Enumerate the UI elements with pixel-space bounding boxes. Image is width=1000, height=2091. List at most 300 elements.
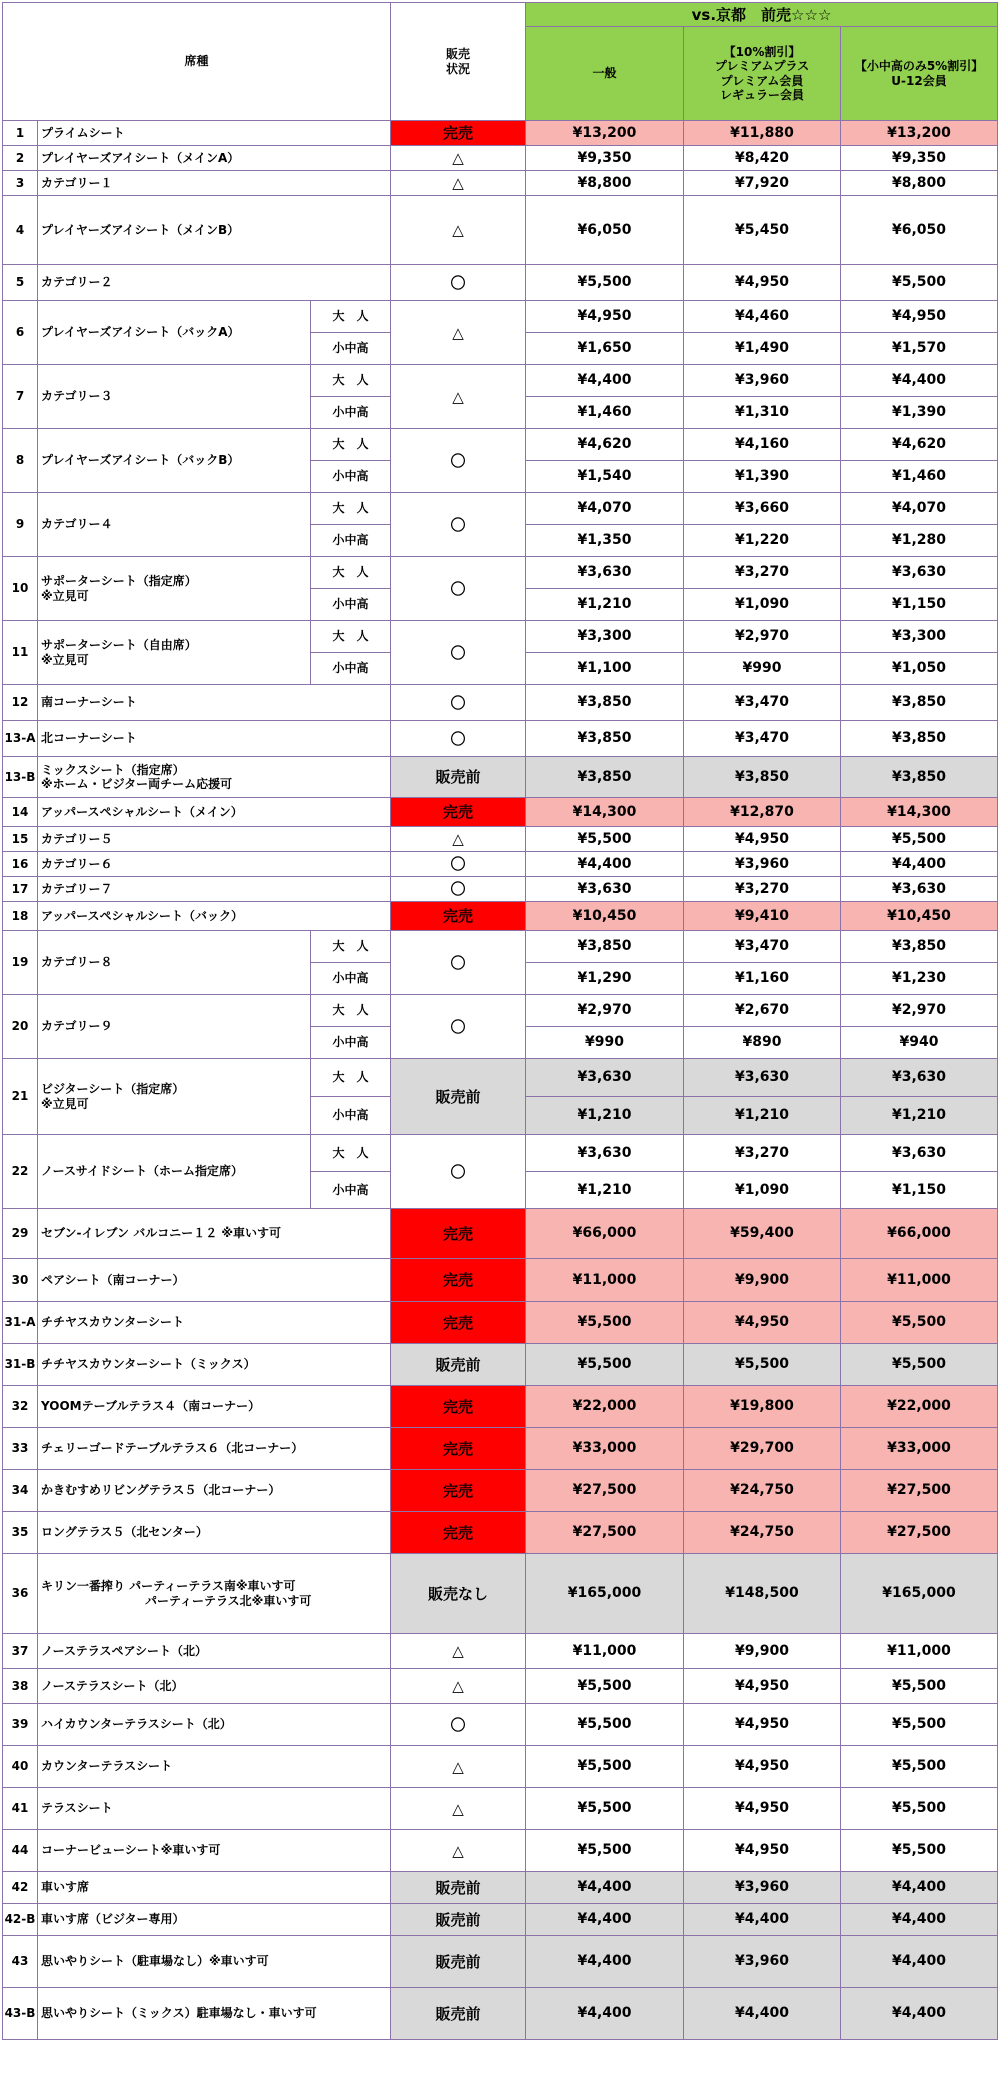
seat-name-cell (38, 1669, 391, 1704)
youth-price: ¥4,400 (841, 852, 998, 877)
youth-price: ¥33,000 (841, 1428, 998, 1470)
seat-name: チチヤスカウンターシート（ミックス） (41, 1357, 256, 1372)
sales-status: 〇 (391, 265, 526, 301)
seat-name: カテゴリー７ (41, 881, 113, 896)
seat-name: カテゴリー３ (41, 389, 113, 404)
seat-name: 北コーナーシート (41, 731, 137, 746)
seat-name-cell (38, 798, 391, 827)
table-row (3, 852, 998, 877)
ticket-category: 大 人 (311, 1059, 391, 1097)
seat-name-cell (38, 1209, 391, 1259)
youth-price: ¥5,500 (841, 827, 998, 852)
seat-name: プレイヤーズアイシート（メインB） (41, 222, 240, 237)
seat-name-cell (38, 995, 311, 1059)
general-price: ¥5,500 (526, 827, 684, 852)
ticket-category: 小中高 (311, 589, 391, 621)
seat-number: 4 (3, 196, 38, 265)
sales-status: △ (391, 827, 526, 852)
seat-number: 41 (3, 1788, 38, 1830)
sales-status: △ (391, 1830, 526, 1872)
youth-price: ¥4,620 (841, 429, 998, 461)
member-price: ¥4,400 (684, 1904, 841, 1936)
seat-name: ノーステラスシート（北） (41, 1678, 184, 1693)
general-price: ¥4,400 (526, 1936, 684, 1988)
seat-name-cell (38, 1428, 391, 1470)
seat-name-cell (38, 1344, 391, 1386)
seat-name-cell (38, 877, 391, 902)
member-price: ¥9,900 (684, 1634, 841, 1669)
general-price: ¥4,400 (526, 852, 684, 877)
seat-note: ※ホーム・ビジター両チーム応援可 (41, 777, 233, 791)
member-price: ¥1,390 (684, 461, 841, 493)
youth-price: ¥5,500 (841, 1746, 998, 1788)
table-row (3, 1746, 998, 1788)
youth-price: ¥940 (841, 1027, 998, 1059)
seat-name-cell (38, 1634, 391, 1669)
table-row (3, 1872, 998, 1904)
seat-name-cell (38, 493, 311, 557)
seat-number: 42-B (3, 1904, 38, 1936)
seat-number: 43 (3, 1936, 38, 1988)
general-price: ¥3,850 (526, 721, 684, 757)
seat-number: 10 (3, 557, 38, 621)
sales-status: △ (391, 171, 526, 196)
general-price: ¥5,500 (526, 1302, 684, 1344)
seat-number: 18 (3, 902, 38, 931)
youth-price: ¥4,400 (841, 1936, 998, 1988)
member-price: ¥990 (684, 653, 841, 685)
table-row (3, 121, 998, 146)
seat-name: かきむすめリビングテラス５（北コーナー） (41, 1483, 281, 1498)
general-price: ¥11,000 (526, 1259, 684, 1302)
youth-price: ¥3,300 (841, 621, 998, 653)
ticket-category: 大 人 (311, 557, 391, 589)
sales-status: 販売前 (391, 1904, 526, 1936)
table-row (3, 1259, 998, 1302)
member-price: ¥5,450 (684, 196, 841, 265)
seat-name-cell (38, 721, 391, 757)
sales-status: 〇 (391, 621, 526, 685)
general-price: ¥5,500 (526, 1746, 684, 1788)
member-price: ¥148,500 (684, 1554, 841, 1634)
seat-name-cell (38, 902, 391, 931)
member-price: ¥2,970 (684, 621, 841, 653)
sales-status: 販売前 (391, 1936, 526, 1988)
general-price: ¥3,630 (526, 1135, 684, 1172)
youth-price-header-label: 【小中高のみ5%割引】 U-12会員 (854, 59, 984, 88)
sales-status: △ (391, 196, 526, 265)
table-row (3, 1936, 998, 1988)
seat-name-cell (38, 1788, 391, 1830)
general-price: ¥1,460 (526, 397, 684, 429)
youth-price: ¥5,500 (841, 1669, 998, 1704)
seat-name: キリン一番搾り パーティーテラス南※車いす可 (41, 1579, 296, 1594)
general-price: ¥6,050 (526, 196, 684, 265)
table-row (3, 1634, 998, 1669)
general-price: ¥14,300 (526, 798, 684, 827)
sales-status: 完売 (391, 1386, 526, 1428)
seat-name: サポーターシート（指定席） (41, 574, 197, 589)
seat-number: 3 (3, 171, 38, 196)
seat-number: 13-A (3, 721, 38, 757)
youth-price: ¥3,850 (841, 757, 998, 798)
seat-name: プレイヤーズアイシート（バックB） (41, 453, 240, 468)
table-row (3, 1386, 998, 1428)
seat-number: 35 (3, 1512, 38, 1554)
seat-name-second: パーティーテラス北※車いす可 (145, 1593, 312, 1608)
table-row (3, 171, 998, 196)
seat-name-cell (38, 1704, 391, 1746)
seat-name: サポーターシート（自由席） (41, 638, 197, 653)
member-price: ¥1,490 (684, 333, 841, 365)
sales-status: 完売 (391, 902, 526, 931)
youth-price: ¥3,850 (841, 931, 998, 963)
member-price: ¥1,090 (684, 1172, 841, 1209)
seat-name: カテゴリー４ (41, 517, 113, 532)
youth-price: ¥5,500 (841, 1344, 998, 1386)
seat-name-cell (38, 1059, 311, 1135)
ticket-category: 大 人 (311, 493, 391, 525)
table-row (3, 493, 998, 525)
member-price: ¥4,950 (684, 1746, 841, 1788)
general-price: ¥1,210 (526, 1172, 684, 1209)
seat-name: カテゴリー６ (41, 856, 113, 871)
seat-name: カテゴリー５ (41, 831, 113, 846)
table-row (3, 621, 998, 653)
member-price: ¥3,270 (684, 877, 841, 902)
general-price: ¥3,630 (526, 877, 684, 902)
table-row (3, 1209, 998, 1259)
ticket-category: 大 人 (311, 1135, 391, 1172)
seat-name: 思いやりシート（駐車場なし）※車いす可 (41, 1954, 269, 1969)
sales-status: △ (391, 1669, 526, 1704)
sales-status: △ (391, 1788, 526, 1830)
table-row (3, 995, 998, 1027)
general-price: ¥5,500 (526, 1669, 684, 1704)
member-price: ¥2,670 (684, 995, 841, 1027)
seat-number: 5 (3, 265, 38, 301)
sales-status: 完売 (391, 1302, 526, 1344)
general-price: ¥5,500 (526, 1344, 684, 1386)
general-price: ¥27,500 (526, 1512, 684, 1554)
ticket-category: 小中高 (311, 1172, 391, 1209)
seat-name-cell (38, 557, 311, 621)
general-price: ¥33,000 (526, 1428, 684, 1470)
seat-name-cell (38, 265, 391, 301)
seat-name: カテゴリー２ (41, 275, 113, 290)
seat-name: ペアシート（南コーナー） (41, 1272, 185, 1287)
member-price: ¥3,850 (684, 757, 841, 798)
seat-name-cell (38, 1135, 311, 1209)
seat-number: 11 (3, 621, 38, 685)
seat-number: 12 (3, 685, 38, 721)
general-price: ¥10,450 (526, 902, 684, 931)
general-price: ¥1,210 (526, 589, 684, 621)
seat-note: ※立見可 (41, 1096, 89, 1111)
member-price: ¥4,950 (684, 1830, 841, 1872)
seat-name: 思いやりシート（ミックス）駐車場なし・車いす可 (41, 2006, 317, 2021)
ticket-category: 小中高 (311, 397, 391, 429)
member-price: ¥4,400 (684, 1988, 841, 2040)
general-price: ¥1,290 (526, 963, 684, 995)
ticket-category: 大 人 (311, 621, 391, 653)
seat-name-cell (38, 757, 391, 798)
seat-name-cell (38, 1904, 391, 1936)
seat-number: 9 (3, 493, 38, 557)
member-price-header (684, 27, 841, 121)
sales-status: 〇 (391, 493, 526, 557)
youth-price: ¥1,150 (841, 1172, 998, 1209)
member-price: ¥890 (684, 1027, 841, 1059)
youth-price: ¥10,450 (841, 902, 998, 931)
seat-name: テラスシート (41, 1801, 113, 1816)
seat-name-cell (38, 1470, 391, 1512)
match-title: vs.京都 前売☆☆☆ (526, 3, 998, 27)
member-price: ¥4,950 (684, 827, 841, 852)
seat-name-cell (38, 196, 391, 265)
member-price: ¥4,460 (684, 301, 841, 333)
general-price: ¥11,000 (526, 1634, 684, 1669)
table-row (3, 1302, 998, 1344)
seat-number: 20 (3, 995, 38, 1059)
seat-number: 17 (3, 877, 38, 902)
ticket-category: 大 人 (311, 931, 391, 963)
general-price: ¥4,400 (526, 1988, 684, 2040)
member-price: ¥9,410 (684, 902, 841, 931)
youth-price: ¥9,350 (841, 146, 998, 171)
youth-price: ¥4,400 (841, 1904, 998, 1936)
general-price: ¥66,000 (526, 1209, 684, 1259)
youth-price: ¥3,850 (841, 721, 998, 757)
seat-name: ハイカウンターテラスシート（北） (41, 1717, 232, 1732)
sales-status: △ (391, 1634, 526, 1669)
general-price: ¥4,400 (526, 365, 684, 397)
seat-name-cell (38, 1554, 391, 1634)
member-price: ¥3,270 (684, 1135, 841, 1172)
seat-name-cell (38, 1988, 391, 2040)
youth-price: ¥14,300 (841, 798, 998, 827)
sales-status: 販売前 (391, 1344, 526, 1386)
table-row (3, 685, 998, 721)
seat-name-cell (38, 1830, 391, 1872)
seat-number: 32 (3, 1386, 38, 1428)
seat-name: ミックスシート（指定席） (41, 762, 185, 777)
general-price: ¥1,210 (526, 1097, 684, 1135)
sales-status: 〇 (391, 685, 526, 721)
member-price: ¥7,920 (684, 171, 841, 196)
member-price: ¥1,220 (684, 525, 841, 557)
ticket-category: 大 人 (311, 429, 391, 461)
member-price: ¥3,470 (684, 931, 841, 963)
sales-status: 〇 (391, 557, 526, 621)
table-row (3, 1788, 998, 1830)
table-row (3, 301, 998, 333)
sales-status: △ (391, 1746, 526, 1788)
seat-name: コーナービューシート※車いす可 (41, 1843, 221, 1858)
seat-name-cell (38, 1386, 391, 1428)
ticket-category: 小中高 (311, 1027, 391, 1059)
seat-number: 14 (3, 798, 38, 827)
general-price: ¥3,630 (526, 1059, 684, 1097)
table-row (3, 1512, 998, 1554)
table-row (3, 365, 998, 397)
youth-price: ¥4,400 (841, 1988, 998, 2040)
general-price: ¥3,850 (526, 685, 684, 721)
seat-number: 1 (3, 121, 38, 146)
youth-price: ¥5,500 (841, 265, 998, 301)
seat-name: プレイヤーズアイシート（メインA） (41, 150, 240, 165)
general-price: ¥1,100 (526, 653, 684, 685)
sales-status: 完売 (391, 1209, 526, 1259)
seat-name-cell (38, 685, 391, 721)
table-row (3, 757, 998, 798)
sales-status: 〇 (391, 1135, 526, 1209)
general-price: ¥4,950 (526, 301, 684, 333)
table-row (3, 1904, 998, 1936)
member-price: ¥3,960 (684, 365, 841, 397)
member-price: ¥12,870 (684, 798, 841, 827)
general-price: ¥5,500 (526, 1788, 684, 1830)
sales-status: 販売前 (391, 757, 526, 798)
ticket-category: 大 人 (311, 995, 391, 1027)
member-price: ¥4,950 (684, 265, 841, 301)
youth-price-header (841, 27, 998, 121)
sales-status: 完売 (391, 798, 526, 827)
sales-status: △ (391, 301, 526, 365)
seat-number: 30 (3, 1259, 38, 1302)
seat-number: 33 (3, 1428, 38, 1470)
seat-number: 2 (3, 146, 38, 171)
table-row (3, 1988, 998, 2040)
seat-name: 車いす席（ビジター専用） (41, 1912, 185, 1927)
youth-price: ¥8,800 (841, 171, 998, 196)
table-row (3, 146, 998, 171)
member-price: ¥4,950 (684, 1669, 841, 1704)
ticket-category: 大 人 (311, 365, 391, 397)
ticket-category: 小中高 (311, 653, 391, 685)
youth-price: ¥6,050 (841, 196, 998, 265)
member-price: ¥59,400 (684, 1209, 841, 1259)
seat-name-cell (38, 931, 311, 995)
ticket-category: 大 人 (311, 301, 391, 333)
table-row (3, 721, 998, 757)
general-price: ¥1,350 (526, 525, 684, 557)
youth-price: ¥1,390 (841, 397, 998, 429)
table-row (3, 1059, 998, 1097)
member-price: ¥1,160 (684, 963, 841, 995)
seat-number: 36 (3, 1554, 38, 1634)
youth-price: ¥5,500 (841, 1830, 998, 1872)
sales-status: 販売前 (391, 1059, 526, 1135)
sales-status: 〇 (391, 852, 526, 877)
seat-name: チェリーゴードテーブルテラス６（北コーナー） (41, 1441, 304, 1456)
seat-name: 南コーナーシート (41, 695, 137, 710)
seat-name-cell (38, 146, 391, 171)
seat-number: 19 (3, 931, 38, 995)
table-row (3, 196, 998, 265)
table-row (3, 1344, 998, 1386)
youth-price: ¥165,000 (841, 1554, 998, 1634)
seat-name-cell (38, 1512, 391, 1554)
member-price: ¥1,090 (684, 589, 841, 621)
youth-price: ¥27,500 (841, 1470, 998, 1512)
general-price: ¥8,800 (526, 171, 684, 196)
table-row (3, 877, 998, 902)
sales-status: 完売 (391, 1428, 526, 1470)
seat-name: YOOMテーブルテラス４（南コーナー） (41, 1399, 261, 1414)
youth-price: ¥1,280 (841, 525, 998, 557)
youth-price: ¥1,150 (841, 589, 998, 621)
youth-price: ¥1,570 (841, 333, 998, 365)
seat-name-cell (38, 301, 311, 365)
youth-price: ¥11,000 (841, 1634, 998, 1669)
table-row (3, 1428, 998, 1470)
seat-name: カテゴリー９ (41, 1019, 113, 1034)
seat-note: ※立見可 (41, 652, 89, 667)
seat-name-cell (38, 1746, 391, 1788)
ticket-category: 小中高 (311, 1097, 391, 1135)
seat-name-cell (38, 827, 391, 852)
sales-status: 販売前 (391, 1988, 526, 2040)
youth-price: ¥5,500 (841, 1704, 998, 1746)
member-price-header-label: 【10%割引】 プレミアムプラス プレミアム会員 レギュラー会員 (714, 44, 810, 102)
seat-name: ノースサイドシート（ホーム指定席） (41, 1164, 243, 1179)
seat-name: カテゴリー８ (41, 955, 113, 970)
seat-number: 7 (3, 365, 38, 429)
table-row (3, 1135, 998, 1172)
member-price: ¥1,310 (684, 397, 841, 429)
seat-name-cell (38, 852, 391, 877)
seat-number: 37 (3, 1634, 38, 1669)
seat-name: セブン-イレブン バルコニー１２ ※車いす可 (41, 1226, 282, 1241)
youth-price: ¥11,000 (841, 1259, 998, 1302)
seat-name-cell (38, 1302, 391, 1344)
youth-price: ¥1,050 (841, 653, 998, 685)
general-price: ¥2,970 (526, 995, 684, 1027)
header-row-1 (3, 3, 998, 27)
youth-price: ¥3,630 (841, 1059, 998, 1097)
sales-status: 完売 (391, 1512, 526, 1554)
youth-price: ¥3,630 (841, 557, 998, 589)
seat-name-cell (38, 429, 311, 493)
youth-price: ¥5,500 (841, 1302, 998, 1344)
youth-price: ¥1,210 (841, 1097, 998, 1135)
general-price: ¥5,500 (526, 265, 684, 301)
seat-number: 29 (3, 1209, 38, 1259)
general-price-header: 一般 (526, 27, 684, 121)
youth-price: ¥2,970 (841, 995, 998, 1027)
general-price: ¥4,070 (526, 493, 684, 525)
general-price: ¥9,350 (526, 146, 684, 171)
seat-number: 13-B (3, 757, 38, 798)
seat-number: 44 (3, 1830, 38, 1872)
seat-name-cell (38, 365, 311, 429)
member-price: ¥3,470 (684, 721, 841, 757)
general-price: ¥3,850 (526, 757, 684, 798)
member-price: ¥3,630 (684, 1059, 841, 1097)
status-header (391, 3, 526, 121)
ticket-category: 小中高 (311, 525, 391, 557)
seat-number: 43-B (3, 1988, 38, 2040)
sales-status: 完売 (391, 121, 526, 146)
sales-status: 〇 (391, 995, 526, 1059)
seat-number: 38 (3, 1669, 38, 1704)
member-price: ¥1,210 (684, 1097, 841, 1135)
seat-name: ノーステラスペアシート（北） (41, 1643, 207, 1658)
general-price: ¥22,000 (526, 1386, 684, 1428)
seat-number: 16 (3, 852, 38, 877)
seat-number: 6 (3, 301, 38, 365)
